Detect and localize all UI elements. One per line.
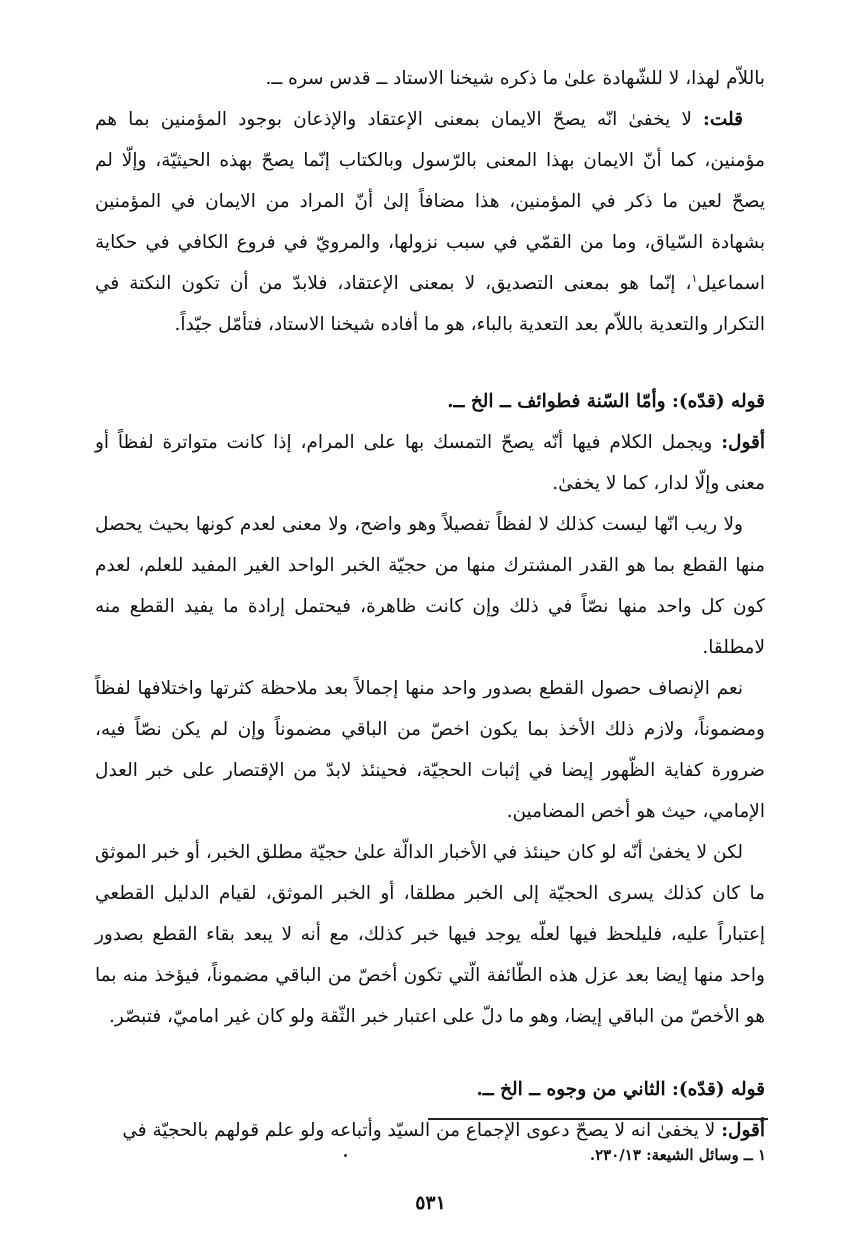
paragraph-no-doubt: ولا ريب انّها ليست كذلك لا لفظاً تفصيلاً وهو واضح، ولا معنى لعدم كونها بحيث يحصل منها القطع بما هو القدر المشترك منها من حجيّة الخبر الواحد الغير المفيد للعلم، لعدم كون كل واحد منها نصّاً في ذلك وإن كانت ظاهرة، فيحتمل إرادة ما يفيد القطع منه لامطلقا.	[95, 514, 765, 658]
page-body	[95, 58, 765, 1151]
qult-label: قلت:	[703, 109, 743, 130]
heading-sunna: قوله (قدّه): وأمّا السّنة فطوائف ــ الخ ــ.	[447, 391, 765, 412]
paragraph-aqul-2	[95, 1110, 765, 1151]
footnote-divider	[428, 1118, 768, 1120]
paragraph-aqul-1	[95, 422, 765, 504]
section-gap	[95, 345, 765, 381]
footnote-ref: ١	[691, 271, 698, 285]
qult-text: لا يخفىٰ انّه يصحّ الايمان بمعنى الإعتقاد والإذعان بوجود المؤمنين بما هم مؤمنين، كما أنّ الايمان بهذا المعنى بالرّسول وبالكتاب إنّما يصحّ بهذه الحيثيّة، وإلّا لم يصحّ لعين ما ذكر في المؤمنين، هذا مضافاً إلىٰ أنّ المراد من الايمان في المؤمنين بشهادة السّياق، وما من القمّي في سبب نزولها، والمرويّ في فروع الكافي في حكاية اسماعيل	[95, 109, 765, 294]
section-gap	[95, 1037, 765, 1069]
paragraph-but: لكن لا يخفىٰ أنّه لو كان حينئذ في الأخبار الدالّة علىٰ حجيّة مطلق الخبر، أو خبر الموثق ما كان كذلك يسرى الحجيّة إلى الخبر مطلقا، أو الخبر الموثق، لقيام الدليل القطعي إعتباراً عليه، فليلحظ فيها لعلّه يوجد فيها خبر كذلك، مع أنه لا يبعد بقاء القطع بصدور واحد منها إيضا بعد عزل هذه الطّائفة الّتي تكون أخصّ من الباقي مضموناً، فيؤخذ منه بما هو الأخصّ من الباقي إيضا، وهو ما دلّ على اعتبار خبر الثّقة ولو كان غير اماميّ، فتبصّر.	[95, 842, 765, 1027]
paragraph-continuation: باللاّم لهذا، لا للشّهادة علىٰ ما ذكره شيخنا الاستاد ــ قدس سره ــ.	[265, 68, 765, 89]
aqul-label: أقول:	[721, 432, 765, 453]
qult-text-continued: ، إنّما هو بمعنى التصديق، لا بمعنى الإعتقاد، فلابدّ من أن تكون النكتة في التكرار والتعدية باللاّم بعد التعدية بالباء، هو ما أفاده شيخنا الاستاد، فتأمّل جيّداً.	[95, 273, 765, 335]
aqul-text: لا يخفىٰ انه لا يصحّ دعوى الإجماع من السيّد وأتباعه ولو علم قولهم بالحجيّة في	[122, 1120, 722, 1141]
paragraph-fairness: نعم الإنصاف حصول القطع بصدور واحد منها إجمالاً بعد ملاحظة كثرتها واختلافها لفظاً ومضموناً، ولازم ذلك الأخذ بما يكون اخصّ من الباقي مضموناً وإن لم يكن نصّاً فيه، ضرورة كفاية الظّهور إيضا في إثبات الحجيّة، فحينئذ لابدّ من الإقتصار على خبر العدل الإمامي، حيث هو أخص المضامين.	[95, 678, 765, 822]
paragraph-qult	[95, 99, 765, 345]
stray-dot	[344, 1154, 347, 1157]
aqul-text: ويجمل الكلام فيها أنّه يصحّ التمسك بها على المرام، إذا كانت متواترة لفظاً أو معنى وإلّا لدار، كما لا يخفىٰ.	[95, 432, 765, 494]
aqul-label: أقول:	[721, 1120, 765, 1141]
footnote: ١ ــ وسائل الشيعة: ٢٣٠/١٣.	[589, 1146, 766, 1164]
heading-second: قوله (قدّه): الثاني من وجوه ــ الخ ــ.	[476, 1079, 765, 1100]
page-number: ٥٣١	[415, 1192, 446, 1214]
